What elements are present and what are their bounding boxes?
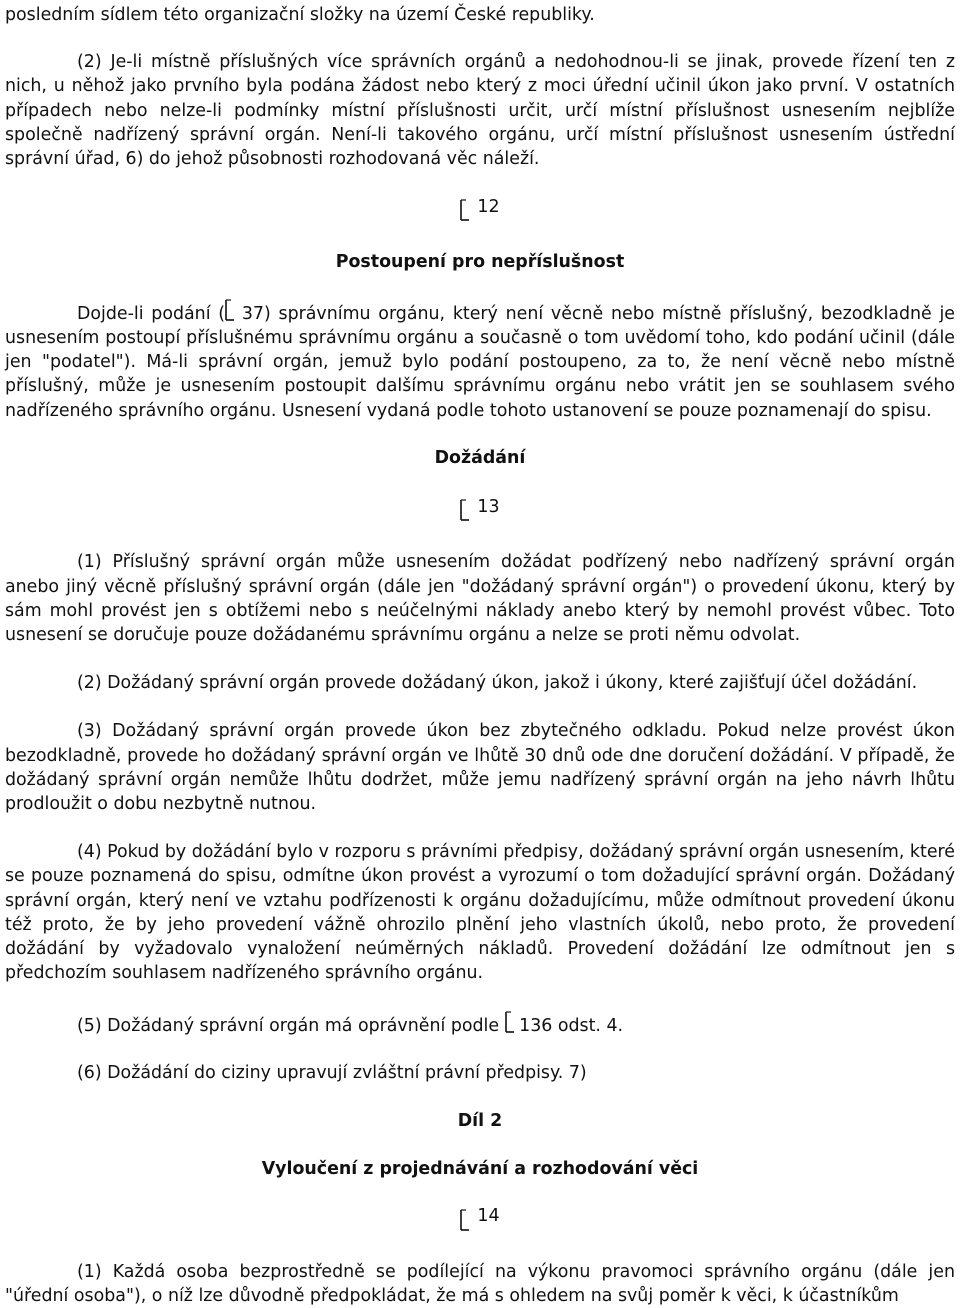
document-page: [5, 3, 955, 1308]
paragraph-13-4: (4) Pokud by dožádání bylo v rozporu s právními předpisy, dožádaný správní orgán usnesením, které se pouze poznamená do spisu, odmítne úkon provést a vyrozumí o tom dožadující správní orgán. Dožádaný správní orgán, který není ve vztahu podřízenosti k orgánu dožadujícímu, může odmítnout provedení úkonu též proto, že by jeho provedení vážně ohrozilo plnění jeho vlastních úkolů, nebo proto, že provedení dožádání by vyžadovalo vynaložení neúměrných nákladů. Provedení dožádání lze odmítnout jen s předchozím souhlasem nadřízeného správního orgánu.: [5, 842, 955, 984]
paragraph-14-1: (1) Každá osoba bezprostředně se podílející na výkonu pravomoci správního orgánu (dále jen "úřední osoba"), o níž lze důvodně předpokládat, že má s ohledem na svůj poměr k věci, k účastníkům: [5, 1261, 955, 1306]
heading-dil-2: Díl 2: [457, 1110, 503, 1131]
section-sign-icon: [460, 499, 469, 521]
paragraph-13-6: (6) Dožádání do ciziny upravují zvláštní právní předpisy. 7): [77, 1062, 587, 1083]
section-13-number: [5, 495, 955, 526]
heading-vylouceni: Vyloučení z projednávání a rozhodování věci: [261, 1159, 699, 1180]
paragraph-13-1: (1) Příslušný správní orgán může usnesením dožádat podřízený nebo nadřízený správní orgán anebo jiný věcně příslušný správní orgán (dále jen "dožádaný správní orgán") o provedení úkonu, který by sám mohl provést jen s obtížemi nebo s neúčelnými náklady anebo který by nemohl provést vůbec. Toto usnesení se doručuje pouze dožádanému správnímu orgánu a nelze se proti němu odvolat.: [5, 552, 955, 646]
heading-dozadani: Dožádání: [434, 447, 526, 468]
section-sign-icon: [225, 299, 234, 321]
paragraph-12-reference: 37): [241, 303, 271, 324]
section-12-title: Postoupení pro nepříslušnost: [335, 251, 625, 272]
paragraph-13-5-end: 136 odst. 4.: [519, 1015, 624, 1036]
paragraph-12: [5, 297, 955, 423]
section-sign-icon: [505, 1011, 514, 1033]
paragraph-intro: posledním sídlem této organizační složky na území České republiky.: [5, 5, 595, 25]
section-12-number: [5, 195, 955, 226]
paragraph-13-5: [5, 1009, 955, 1038]
section-12-number-text: 12: [477, 197, 500, 218]
paragraph-13-5-start: (5) Dožádaný správní orgán má oprávnění podle: [77, 1015, 500, 1036]
section-14-number: [5, 1204, 955, 1235]
paragraph-12-start: Dojde-li podání (: [77, 303, 226, 324]
paragraph-11-2: (2) Je-li místně příslušných více správních orgánů a nedohodnou-li se jinak, provede řízení ten z nich, u něhož jako prvního byla podána žádost nebo který z moci úřední učinil úkon jako první. V ostatních případech nebo nelze-li podmínky místní příslušnosti určit, určí místní příslušnost usnesením nejblíže společně nadřízený správní orgán. Není-li takového orgánu, určí místní příslušnost usnesením ústřední správní úřad, 6) do jehož působnosti rozhodovaná věc náleží.: [5, 52, 955, 170]
paragraph-13-3: (3) Dožádaný správní orgán provede úkon bez zbytečného odkladu. Pokud nelze provést úkon bezodkladně, provede ho dožádaný správní orgán ve lhůtě 30 dnů ode dne doručení dožádání. V případě, že dožádaný správní orgán nemůže lhůtu dodržet, může jemu nadřízený správní orgán na jeho návrh lhůtu prodloužit o dobu nezbytně nutnou.: [5, 721, 955, 815]
section-13-number-text: 13: [477, 497, 500, 518]
paragraph-12-rest: správnímu orgánu, který není věcně nebo místně příslušný, bezodkladně je usnesením postoupí příslušnému správnímu orgánu a současně o tom uvědomí toho, kdo podání učinil (dále jen "podatel"). Má-li správní orgán, jemuž bylo podání postoupeno, za to, že není věcně nebo místně příslušný, může je usnesením postoupit dalšímu správnímu orgánu nebo vrátit jen se souhlasem svého nadřízeného správního orgánu. Usnesení vydaná podle tohoto ustanovení se pouze poznamenají do spisu.: [5, 303, 956, 421]
section-sign-icon: [460, 199, 469, 221]
paragraph-13-2: (2) Dožádaný správní orgán provede dožádaný úkon, jakož i úkony, které zajišťují účel dožádání.: [77, 673, 918, 694]
section-14-number-text: 14: [477, 1206, 500, 1227]
section-sign-icon: [460, 1209, 469, 1231]
